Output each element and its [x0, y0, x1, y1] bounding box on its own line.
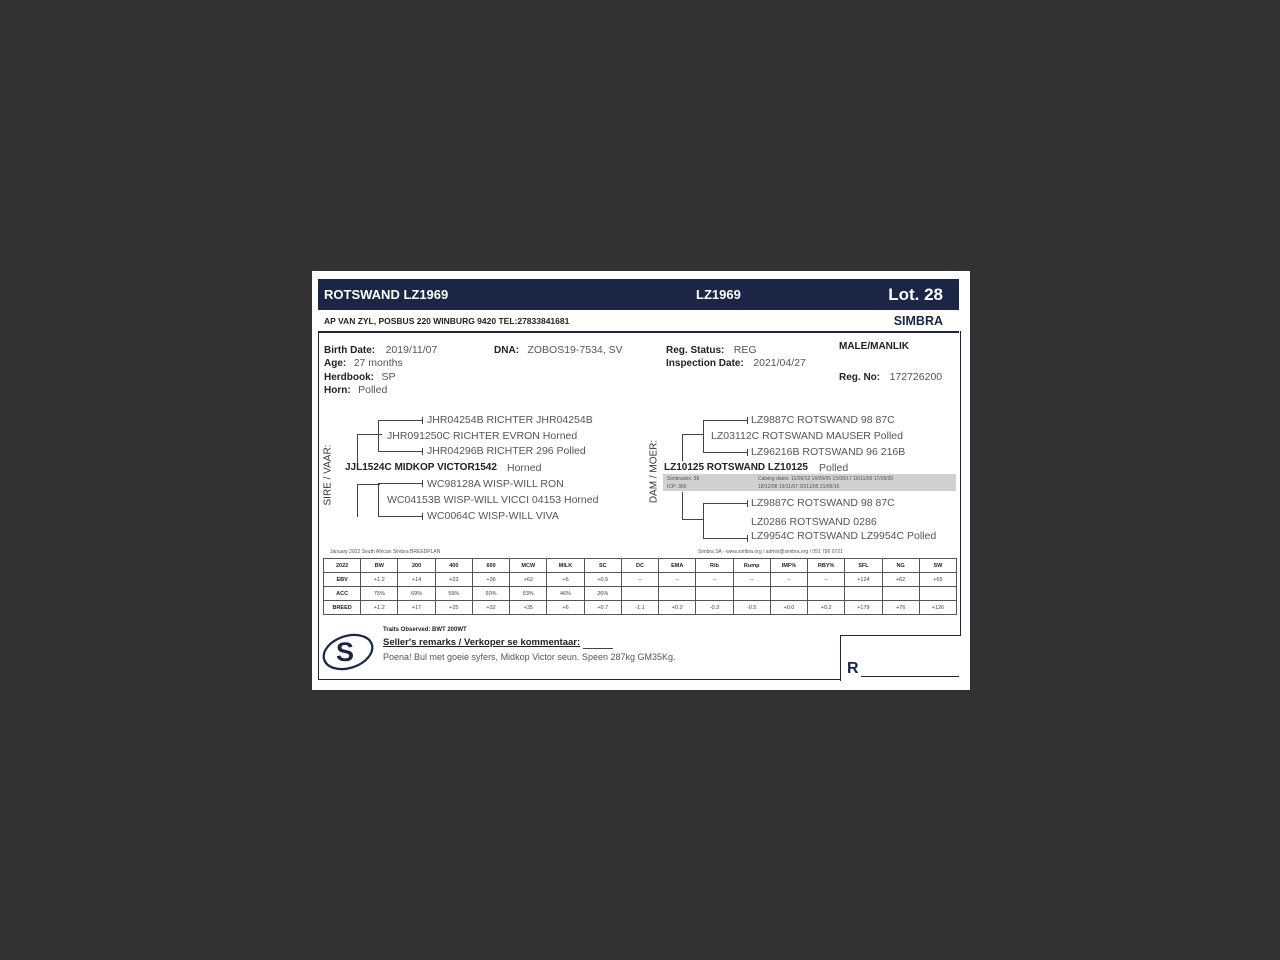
ebv-cell: +32 [472, 601, 509, 615]
ebv-cell: +124 [845, 573, 882, 587]
animal-code: LZ1969 [696, 287, 741, 302]
ebv-header-cell: 600 [472, 559, 509, 573]
ebv-cell: +0.7 [584, 601, 621, 615]
breeder-bar [318, 311, 959, 333]
ebv-cell: +1.2 [361, 573, 398, 587]
ebv-cell [845, 587, 882, 601]
reg-no-value: 172726200 [889, 371, 943, 383]
seller-remarks: Poena! Bul met goeie syfers, Midkop Victor seun. Speen 287kg GM35Kg. [383, 652, 676, 662]
ebv-cell: +0.2 [659, 601, 696, 615]
reg-no [839, 367, 942, 385]
ebv-header-cell: 2022 [324, 559, 361, 573]
sire-sire-dam: JHR04296B RICHTER 296 Polled [427, 445, 586, 457]
dam-dam-dam: LZ9954C ROTSWAND LZ9954C Polled [751, 530, 937, 542]
horn-value: Polled [358, 384, 388, 396]
breed-name: SIMBRA [893, 314, 943, 328]
ebv-cell: 75% [361, 587, 398, 601]
ebv-cell [696, 587, 733, 601]
ebv-cell [919, 587, 956, 601]
dam-side-label: DAM / MOER: [648, 439, 660, 504]
ebv-cell: +14 [398, 573, 435, 587]
icp: ICP: 366 [667, 484, 687, 490]
dam-sire-sire: LZ9887C ROTSWAND 98 87C [751, 414, 895, 426]
ebv-cell [882, 587, 919, 601]
ebv-header-cell: Rump [733, 559, 770, 573]
sire-dam-dam: WC0064C WISP-WILL VIVA [427, 510, 559, 522]
lot-number: Lot. 28 [888, 285, 943, 304]
ebv-cell: +25 [435, 601, 472, 615]
ebv-cell: 59% [435, 587, 472, 601]
simbra-contact: Simbra SA - www.simbra.org / admin@simbra.org / 051 786 0721 [698, 549, 843, 555]
age-label: Age: [324, 358, 347, 369]
ebv-header-cell: Rib [696, 559, 733, 573]
traits-observed: Traits Observed: BWT 200WT [383, 627, 467, 633]
ebv-cell: -0.5 [733, 601, 770, 615]
ebv-cell: -- [733, 573, 770, 587]
ebv-header-cell: DC [621, 559, 658, 573]
ebv-header-cell: SC [584, 559, 621, 573]
ebv-header-cell: RBY% [808, 559, 845, 573]
dam-horn: Polled [819, 462, 849, 474]
ebv-cell: 46% [547, 587, 584, 601]
ebv-row-acc [324, 587, 957, 601]
ebv-header-cell: SFL [845, 559, 882, 573]
sire-dam-sire: WC98128A WISP-WILL RON [427, 478, 564, 490]
card-header [318, 279, 959, 310]
breedplan-source: January 2022 South African Simbra BREEDPLAN [330, 549, 441, 555]
dna [494, 340, 623, 358]
lot-card [312, 271, 970, 690]
ebv-header-cell: MILK [547, 559, 584, 573]
ebv-cell: +17 [398, 601, 435, 615]
ebv-cell: +65 [919, 573, 956, 587]
inspection-date-label: Inspection Date: [666, 358, 744, 369]
reg-status-label: Reg. Status: [666, 345, 725, 356]
ebv-cell [808, 587, 845, 601]
ebv-table [323, 558, 957, 615]
ebv-cell: -- [659, 573, 696, 587]
dna-value: ZOBOS19-7534, SV [527, 344, 623, 356]
ebv-cell [733, 587, 770, 601]
dna-label: DNA: [494, 345, 519, 356]
horn-label: Horn: [324, 385, 351, 396]
sex: MALE/MANLIK [839, 341, 909, 352]
dam-sire-dam: LZ96216B ROTSWAND 96 216B [751, 446, 906, 458]
dam-name: LZ10125 ROTSWAND LZ10125 [664, 462, 808, 473]
ebv-cell: +6 [547, 573, 584, 587]
ebv-cell: +36 [472, 573, 509, 587]
ebv-cell: +62 [510, 573, 547, 587]
breeder-address: AP VAN ZYL, POSBUS 220 WINBURG 9420 TEL:27833841681 [324, 316, 570, 326]
dam-stats-bar [663, 474, 956, 491]
horn [324, 380, 387, 398]
animal-name: ROTSWAND LZ1969 [324, 287, 449, 302]
ebv-cell: +6 [547, 601, 584, 615]
ebv-cell: 60% [472, 587, 509, 601]
ebv-cell: +0.5 [584, 573, 621, 587]
birth-date-label: Birth Date: [324, 345, 376, 356]
herdbook-label: Herdbook: [324, 372, 374, 383]
ebv-header-cell: 200 [398, 559, 435, 573]
ebv-cell: -0.3 [696, 601, 733, 615]
sire-name: JJL1524C MIDKOP VICTOR1542 [345, 462, 497, 473]
ebv-cell: +76 [882, 601, 919, 615]
ebv-cell: +23 [435, 573, 472, 587]
calving-dates-2: 18/12/08 19/11/07 20/11/05 21/09/16 [758, 484, 840, 490]
sire-horn: Horned [507, 462, 542, 474]
reg-no-label: Reg. No: [839, 372, 881, 383]
ebv-cell: +0.0 [770, 601, 807, 615]
ebv-cell [659, 587, 696, 601]
dam-sire: LZ03112C ROTSWAND MAUSER Polled [711, 430, 903, 442]
price-line [861, 676, 959, 677]
ebv-header-cell: MCW [510, 559, 547, 573]
sire-side-label: SIRE / VAAR: [322, 444, 334, 506]
ebv-cell: -- [808, 573, 845, 587]
simbra-logo-icon [322, 627, 378, 675]
calving-dates-1: Calving dates: 11/09/12 16/09/05 15/09/17 16/11/09 17/09/30 [758, 476, 894, 482]
ebv-cell: 26% [584, 587, 621, 601]
birth-date-value: 2019/11/07 [385, 344, 438, 356]
ebv-cell [621, 587, 658, 601]
ebv-header-cell: NG [882, 559, 919, 573]
sire-sire-sire: JHR04254B RICHTER JHR04254B [427, 414, 593, 426]
simbradex: Simbradex: 98 [667, 476, 700, 482]
ebv-cell: +179 [845, 601, 882, 615]
ebv-cell: 69% [398, 587, 435, 601]
ebv-cell: -- [770, 573, 807, 587]
logo-letter: S [336, 637, 355, 667]
price-label: R [847, 660, 859, 677]
ebv-cell: +62 [882, 573, 919, 587]
price-box [840, 635, 961, 681]
ebv-row-label: ACC [324, 587, 361, 601]
ebv-row-breed [324, 601, 957, 615]
age-value: 27 months [353, 357, 403, 369]
ebv-cell: +126 [919, 601, 956, 615]
ebv-cell: +35 [510, 601, 547, 615]
inspection-date [666, 353, 806, 371]
ebv-header-cell: EMA [659, 559, 696, 573]
sire-dam: WC04153B WISP-WILL VICCI 04153 Horned [387, 494, 599, 506]
ebv-cell: -1.1 [621, 601, 658, 615]
ebv-row-ebv [324, 573, 957, 587]
ebv-cell: 53% [510, 587, 547, 601]
reg-status-value: REG [733, 344, 757, 356]
ebv-header-cell: 400 [435, 559, 472, 573]
dam-dam: LZ0286 ROTSWAND 0286 [751, 516, 877, 528]
ebv-cell: +1.2 [361, 601, 398, 615]
ebv-header-cell: IMF% [770, 559, 807, 573]
ebv-header-cell: BW [361, 559, 398, 573]
ebv-cell: +0.2 [808, 601, 845, 615]
ebv-header-row [324, 559, 957, 573]
ebv-cell: -- [621, 573, 658, 587]
sire-sire: JHR091250C RICHTER EVRON Horned [387, 430, 578, 442]
ebv-row-label: EBV [324, 573, 361, 587]
ebv-cell [770, 587, 807, 601]
herdbook-value: SP [381, 371, 396, 383]
ebv-header-cell: SW [919, 559, 956, 573]
ebv-row-label: BREED [324, 601, 361, 615]
inspection-date-value: 2021/04/27 [753, 357, 806, 369]
remarks-heading: Seller's remarks / Verkoper se kommentaar: [383, 637, 581, 648]
dam-dam-sire: LZ9887C ROTSWAND 98 87C [751, 497, 895, 509]
ebv-cell: -- [696, 573, 733, 587]
